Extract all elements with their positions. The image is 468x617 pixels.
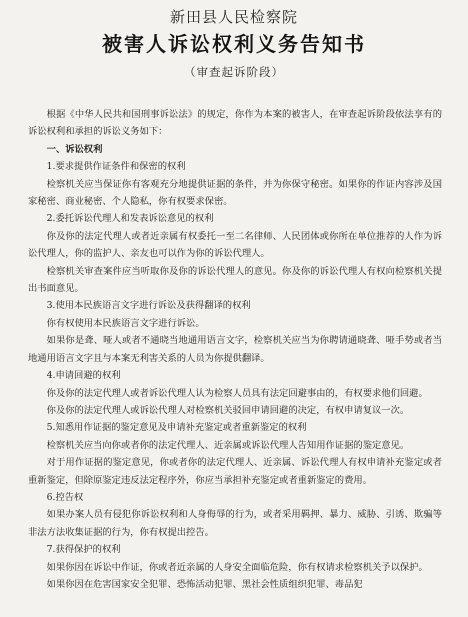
intro-paragraph: 根据《中华人民共和国刑事诉讼法》的规定，你作为本案的被害人，在审查起诉阶段依法享有的诉讼权利和承担的诉讼义务如下： <box>28 109 442 138</box>
item-title-1: 1.要求提供作证条件和保密的权利 <box>46 161 186 173</box>
organization-name: 新田县人民检察院 <box>169 8 298 26</box>
document-title: 被害人诉讼权利义务告知书 <box>102 32 366 56</box>
item-paragraph: 你及你的法定代理人或者诉讼代理人认为检察人员具有法定回避事由的，有权要求他们回避。 <box>46 387 428 399</box>
document-subtitle: （审查起诉阶段） <box>184 65 284 79</box>
item-title-7: 7.获得保护的权利 <box>46 544 121 556</box>
item-paragraph: 检察机关应当保证你有客观充分地提供证据的条件，并为你保守秘密。如果你的作证内容涉及国家秘密、商业秘密、个人隐私，你有权要求保密。 <box>28 178 442 208</box>
item-paragraph: 对于用作证据的鉴定意见，你或者你的法定代理人、近亲属、诉讼代理人有权申请补充鉴定或者重新鉴定，但除原鉴定违反法定程序外，你应当承担补充鉴定或者重新鉴定的费用。 <box>28 457 442 486</box>
item-paragraph: 检察机关审查案件应当听取你及你的诉讼代理人的意见。你及你的诉讼代理人有权向检察机关提出书面意见。 <box>28 265 442 295</box>
item-paragraph: 你及你的法定代理人或者近亲属有权委托一至二名律师、人民团体或你所在单位推荐的人作为诉讼代理人，你的监护人、亲友也可以作为你的诉讼代理人。 <box>28 230 442 260</box>
item-paragraph: 如果你是聋、哑人或者不通晓当地通用语言文字，检察机关应当为你聘请通晓聋、哑手势或者当地通用语言文字且与本案无利害关系的人员为你提供翻译。 <box>28 335 442 364</box>
item-title-3: 3.使用本民族语言文字进行诉讼及获得翻译的权利 <box>46 300 251 312</box>
item-title-5: 5.知悉用作证据的鉴定意见及申请补充鉴定或者重新鉴定的权利 <box>46 422 307 434</box>
item-paragraph: 你及你的法定代理人或诉讼代理人对检察机关驳回申请回避的决定，有权申请复议一次。 <box>46 404 410 416</box>
document-body <box>28 106 442 593</box>
item-title-6: 6.控告权 <box>46 491 84 503</box>
item-paragraph: 你有权使用本民族语言文字进行诉讼。 <box>46 317 205 329</box>
item-paragraph: 如果你因在危害国家安全犯罪、恐怖活动犯罪、黑社会性质组织犯罪、毒品犯 <box>46 578 363 590</box>
item-paragraph: 检察机关应当向你或者你的法定代理人、近亲属或诉讼代理人告知用作证据的鉴定意见。 <box>46 439 410 451</box>
item-paragraph: 如果你因在诉讼中作证，你或者近亲属的人身安全面临危险，你有权请求检察机关予以保护。 <box>46 561 428 573</box>
item-paragraph: 如果办案人员有侵犯你诉讼权利和人身侮辱的行为，或者采用羁押、暴力、威胁、引诱、欺骗等非法方法收集证据的行为，你有权提出控告。 <box>28 509 442 538</box>
item-title-2: 2.委托诉讼代理人和发表诉讼意见的权利 <box>46 213 214 225</box>
item-title-4: 4.申请回避的权利 <box>46 370 121 382</box>
section-heading-rights: 一、诉讼权利 <box>46 143 103 155</box>
